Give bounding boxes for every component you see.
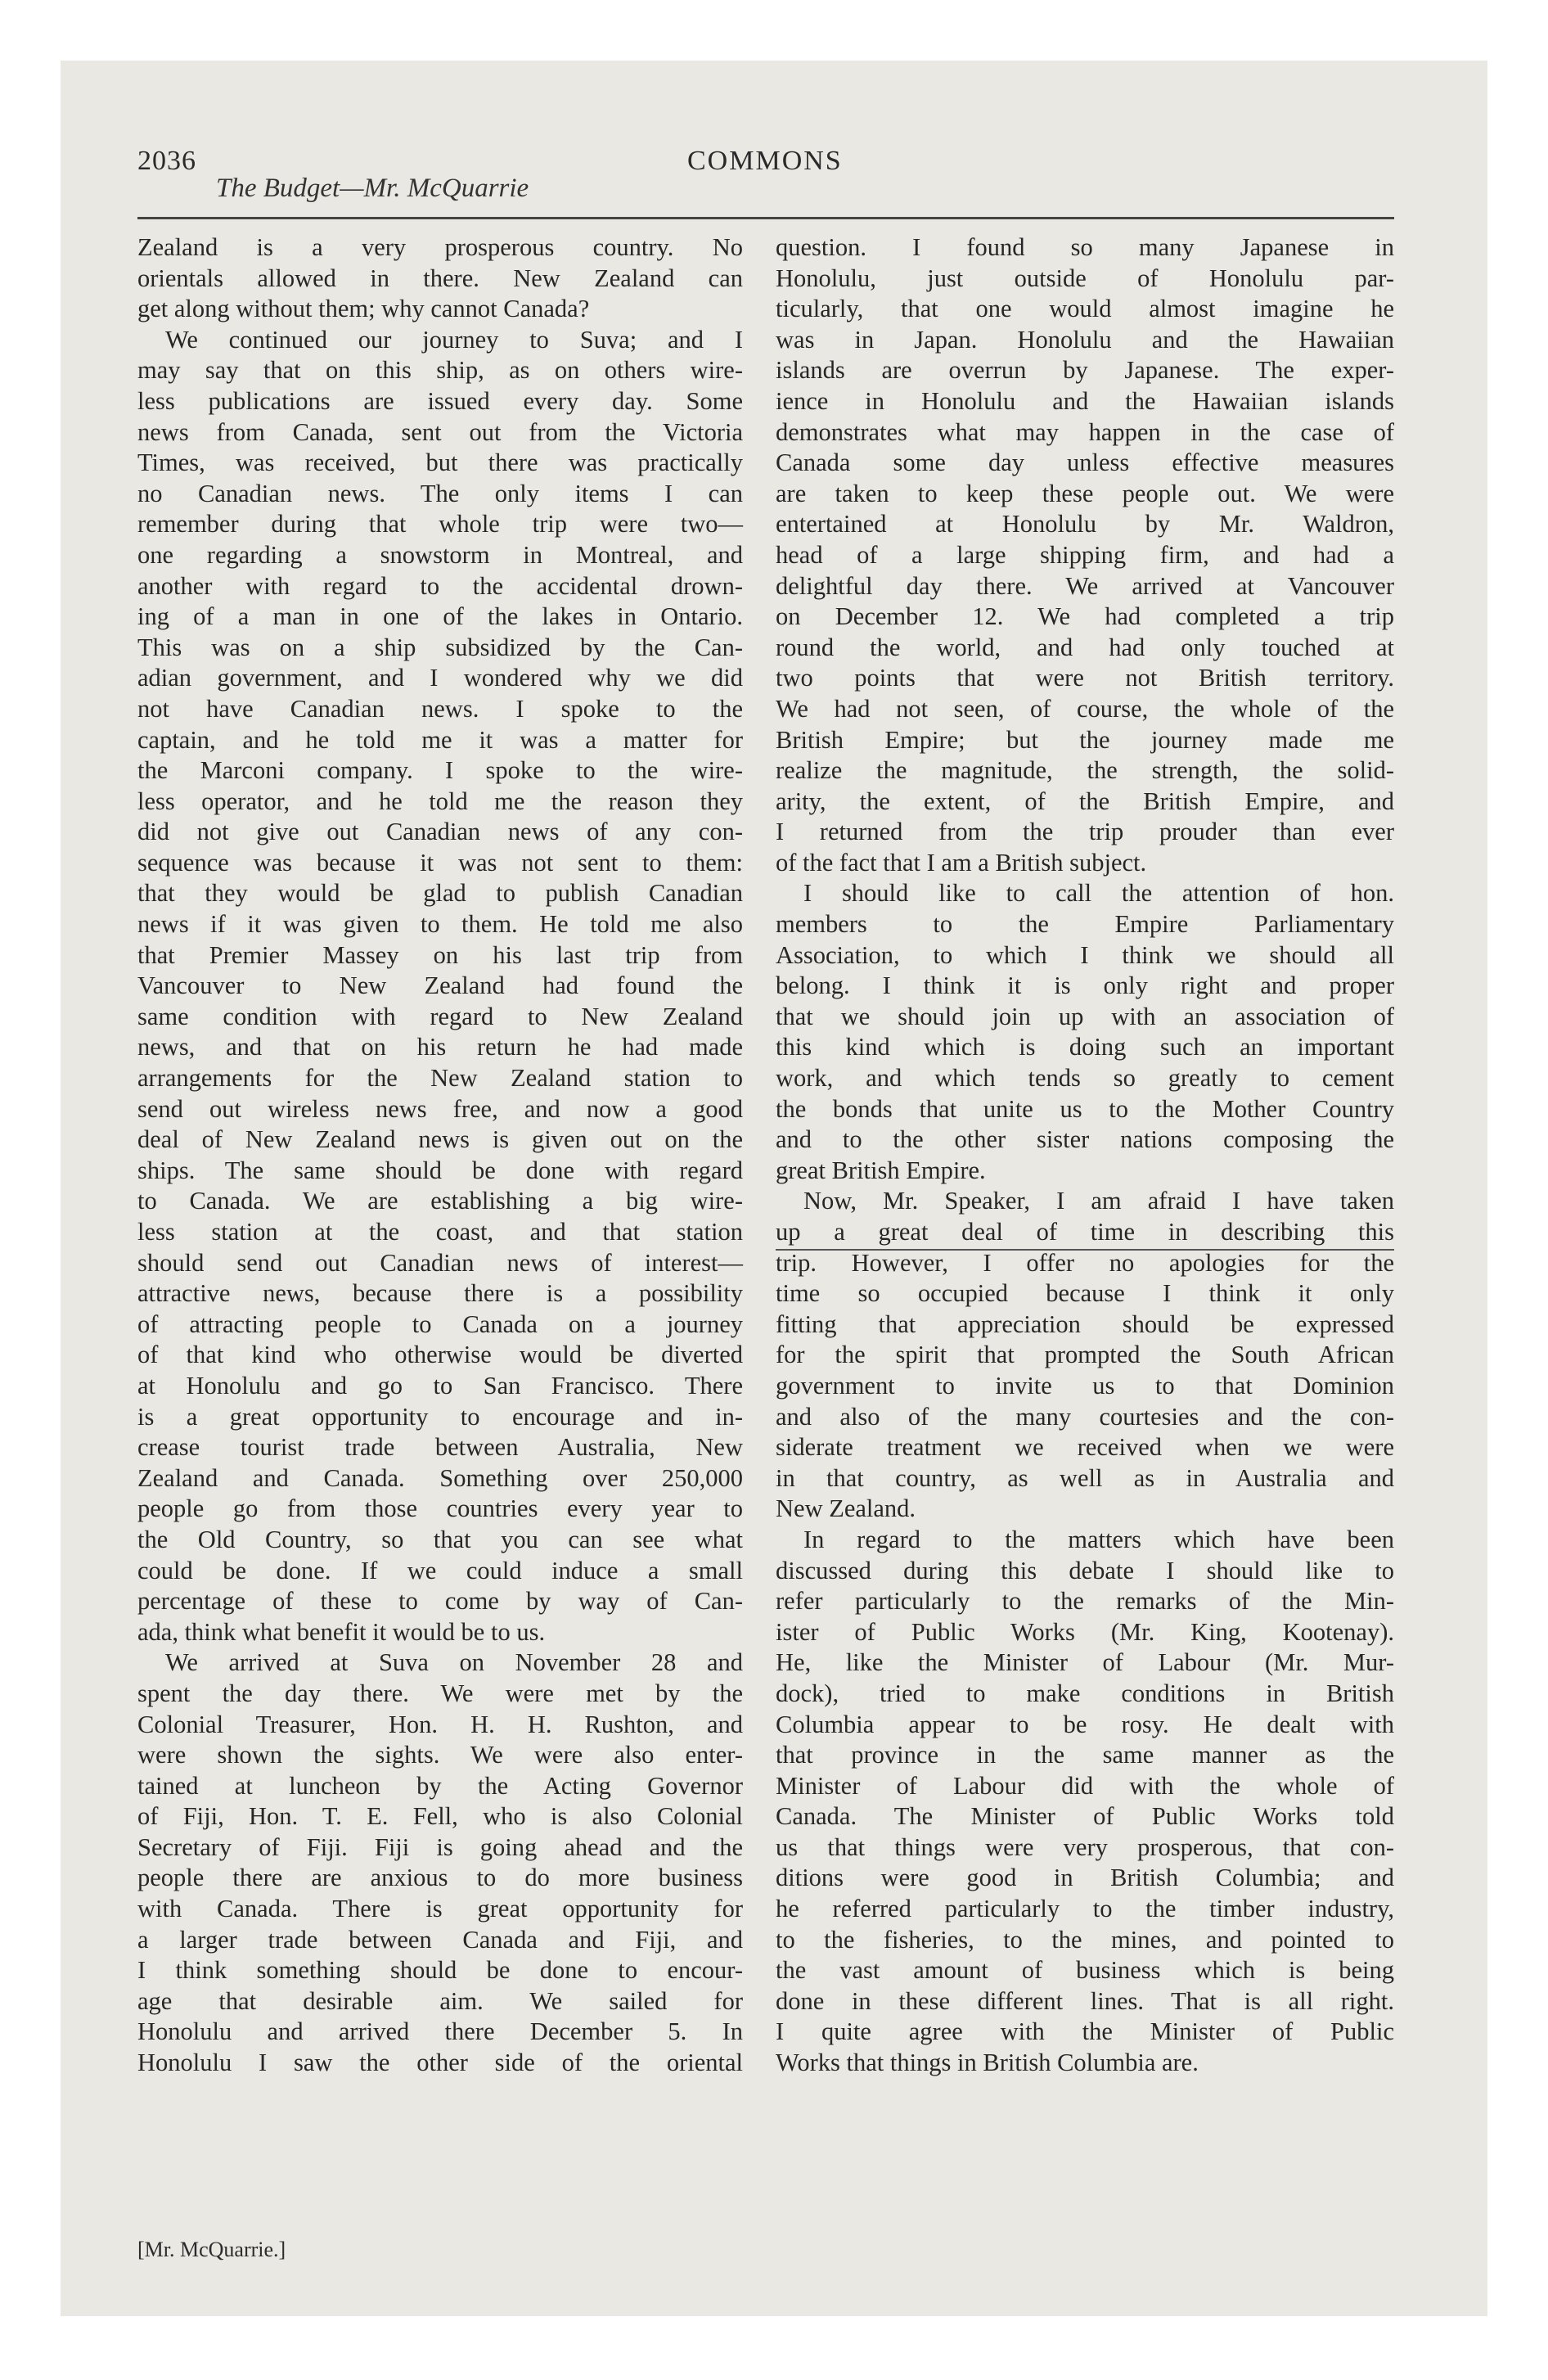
text-line: no Canadian news. The only items I can: [137, 479, 743, 507]
text-line: Canada some day unless effective measures: [776, 449, 1394, 477]
text-line: sequence was because it was not sent to them:: [137, 848, 743, 877]
text-line: New Zealand.: [776, 1494, 916, 1523]
text-line: In regard to the matters which have been: [803, 1525, 1394, 1553]
text-line: siderate treatment we received when we were: [776, 1433, 1394, 1462]
text-line: islands are overrun by Japanese. The exper-: [776, 356, 1394, 385]
text-line: Association, to which I think we should all: [776, 940, 1394, 969]
text-line: Honolulu and arrived there December 5. In: [137, 2017, 743, 2046]
text-line: remember during that whole trip were two—: [137, 510, 743, 539]
text-line: ister of Public Works (Mr. King, Kootenay).: [776, 1617, 1394, 1646]
text-line: and to the other sister nations composing the: [776, 1125, 1394, 1154]
text-line: arrangements for the New Zealand station to: [137, 1064, 743, 1093]
text-line: of that kind who otherwise would be diverted: [137, 1341, 743, 1369]
text-line: Times, was received, but there was practically: [137, 449, 743, 477]
page-number: 2036: [137, 146, 196, 176]
text-line: of attracting people to Canada on a journey: [137, 1309, 743, 1338]
text-line: for the spirit that prompted the South African: [776, 1341, 1394, 1369]
text-line: up a great deal of time in describing this: [776, 1218, 1394, 1246]
text-line: are taken to keep these people out. We were: [776, 479, 1394, 507]
text-line: of Fiji, Hon. T. E. Fell, who is also Colonial: [137, 1802, 743, 1831]
text-line: ships. The same should be done with regard: [137, 1156, 743, 1184]
text-line: people there are anxious to do more business: [137, 1864, 743, 1892]
text-line: belong. I think it is only right and proper: [776, 971, 1394, 1000]
text-line: tained at luncheon by the Acting Governor: [137, 1771, 743, 1800]
text-line: Zealand is a very prosperous country. No: [137, 233, 743, 261]
text-line: ditions were good in British Columbia; and: [776, 1864, 1394, 1892]
text-line: us that things were very prosperous, that con-: [776, 1832, 1394, 1861]
text-line: refer particularly to the remarks of the Min-: [776, 1587, 1394, 1616]
text-line: Vancouver to New Zealand had found the: [137, 971, 743, 1000]
text-line: arity, the extent, of the British Empire, and: [776, 787, 1394, 815]
text-line: send out wireless news free, and now a good: [137, 1094, 743, 1123]
text-column-right: [776, 232, 1394, 2079]
text-line: less operator, and he told me the reason they: [137, 787, 743, 815]
text-line: I quite agree with the Minister of Public: [776, 2017, 1394, 2046]
text-line: Columbia appear to be rosy. He dealt with: [776, 1710, 1394, 1738]
text-line: captain, and he told me it was a matter for: [137, 725, 743, 754]
text-line: this kind which is doing such an important: [776, 1033, 1394, 1062]
text-line: Zealand and Canada. Something over 250,000: [137, 1463, 743, 1492]
section-divider: [776, 1249, 1394, 1251]
text-line: on December 12. We had completed a trip: [776, 602, 1394, 631]
text-line: news, and that on his return he had made: [137, 1033, 743, 1062]
text-line: news from Canada, sent out from the Victoria: [137, 417, 743, 446]
text-line: We continued our journey to Suva; and I: [165, 325, 743, 354]
text-line: percentage of these to come by way of Can-: [137, 1587, 743, 1616]
text-line: work, and which tends so greatly to cement: [776, 1064, 1394, 1093]
text-line: at Honolulu and go to San Francisco. There: [137, 1371, 743, 1400]
text-line: round the world, and had only touched at: [776, 633, 1394, 661]
text-line: government to invite us to that Dominion: [776, 1371, 1394, 1400]
text-line: in that country, as well as in Australia and: [776, 1463, 1394, 1492]
text-line: delightful day there. We arrived at Vancouver: [776, 571, 1394, 600]
text-line: great British Empire.: [776, 1156, 986, 1184]
text-line: head of a large shipping firm, and had a: [776, 540, 1394, 569]
text-line: I returned from the trip prouder than ever: [776, 818, 1394, 846]
text-line: Honolulu I saw the other side of the oriental: [137, 2049, 743, 2077]
text-line: with Canada. There is great opportunity for: [137, 1895, 743, 1923]
text-line: Colonial Treasurer, Hon. H. H. Rushton, and: [137, 1710, 743, 1738]
text-line: British Empire; but the journey made me: [776, 725, 1394, 754]
text-line: question. I found so many Japanese in: [776, 233, 1394, 261]
text-line: We had not seen, of course, the whole of the: [776, 694, 1394, 723]
text-line: Secretary of Fiji. Fiji is going ahead and the: [137, 1832, 743, 1861]
text-line: Now, Mr. Speaker, I am afraid I have taken: [803, 1187, 1394, 1215]
text-line: that province in the same manner as the: [776, 1741, 1394, 1769]
text-line: trip. However, I offer no apologies for the: [776, 1248, 1394, 1277]
text-line: ience in Honolulu and the Hawaiian islands: [776, 386, 1394, 415]
text-line: and also of the many courtesies and the con-: [776, 1402, 1394, 1431]
text-line: not have Canadian news. I spoke to the: [137, 694, 743, 723]
text-line: the Old Country, so that you can see what: [137, 1525, 743, 1553]
text-line: that they would be glad to publish Canadian: [137, 879, 743, 908]
text-line: he referred particularly to the timber industry,: [776, 1895, 1394, 1923]
text-line: ada, think what benefit it would be to us.: [137, 1617, 546, 1646]
text-line: We arrived at Suva on November 28 and: [165, 1648, 743, 1677]
text-line: one regarding a snowstorm in Montreal, and: [137, 540, 743, 569]
header-rule: [137, 217, 1394, 219]
text-line: discussed during this debate I should like to: [776, 1556, 1394, 1584]
text-line: people go from those countries every year to: [137, 1494, 743, 1523]
text-line: Canada. The Minister of Public Works told: [776, 1802, 1394, 1831]
text-line: This was on a ship subsidized by the Can-: [137, 633, 743, 661]
text-line: Works that things in British Columbia are.: [776, 2049, 1199, 2077]
text-line: I should like to call the attention of hon.: [803, 879, 1394, 908]
text-line: to the fisheries, to the mines, and pointed to: [776, 1925, 1394, 1954]
text-line: the vast amount of business which is being: [776, 1956, 1394, 1985]
text-line: attractive news, because there is a possibility: [137, 1279, 743, 1308]
text-line: time so occupied because I think it only: [776, 1279, 1394, 1308]
text-line: dock), tried to make conditions in British: [776, 1679, 1394, 1707]
text-column-left: [137, 232, 743, 2079]
text-line: that Premier Massey on his last trip from: [137, 940, 743, 969]
text-line: age that desirable aim. We sailed for: [137, 1986, 743, 2015]
text-line: may say that on this ship, as on others wire-: [137, 356, 743, 385]
text-line: were shown the sights. We were also enter-: [137, 1741, 743, 1769]
text-line: a larger trade between Canada and Fiji, and: [137, 1925, 743, 1954]
text-line: to Canada. We are establishing a big wire-: [137, 1187, 743, 1215]
text-line: adian government, and I wondered why we did: [137, 664, 743, 692]
text-line: is a great opportunity to encourage and in-: [137, 1402, 743, 1431]
text-line: two points that were not British territory.: [776, 664, 1394, 692]
text-line: could be done. If we could induce a small: [137, 1556, 743, 1584]
text-line: another with regard to the accidental drown-: [137, 571, 743, 600]
text-line: same condition with regard to New Zealand: [137, 1002, 743, 1030]
text-line: fitting that appreciation should be expressed: [776, 1309, 1394, 1338]
text-line: less publications are issued every day. Some: [137, 386, 743, 415]
text-line: orientals allowed in there. New Zealand can: [137, 264, 743, 292]
text-line: the Marconi company. I spoke to the wire-: [137, 756, 743, 785]
running-head: COMMONS: [687, 146, 843, 176]
text-line: ticularly, that one would almost imagine he: [776, 295, 1394, 323]
text-line: I think something should be done to encour-: [137, 1956, 743, 1985]
text-line: the bonds that unite us to the Mother Country: [776, 1094, 1394, 1123]
text-line: demonstrates what may happen in the case of: [776, 417, 1394, 446]
text-line: realize the magnitude, the strength, the solid-: [776, 756, 1394, 785]
text-line: get along without them; why cannot Canada?: [137, 295, 590, 323]
text-line: crease tourist trade between Australia, New: [137, 1433, 743, 1462]
text-line: did not give out Canadian news of any con-: [137, 818, 743, 846]
text-line: ing of a man in one of the lakes in Ontario.: [137, 602, 743, 631]
running-subhead: The Budget—Mr. McQuarrie: [216, 174, 529, 203]
text-line: entertained at Honolulu by Mr. Waldron,: [776, 510, 1394, 539]
text-line: spent the day there. We were met by the: [137, 1679, 743, 1707]
text-line: Minister of Labour did with the whole of: [776, 1771, 1394, 1800]
text-line: Honolulu, just outside of Honolulu par-: [776, 264, 1394, 292]
text-line: He, like the Minister of Labour (Mr. Mur-: [776, 1648, 1394, 1677]
text-line: deal of New Zealand news is given out on the: [137, 1125, 743, 1154]
text-line: news if it was given to them. He told me also: [137, 910, 743, 939]
text-line: that we should join up with an association of: [776, 1002, 1394, 1030]
text-line: of the fact that I am a British subject.: [776, 848, 1147, 877]
text-line: less station at the coast, and that station: [137, 1218, 743, 1246]
text-line: done in these different lines. That is all right.: [776, 1986, 1394, 2015]
text-line: members to the Empire Parliamentary: [776, 910, 1394, 939]
text-line: should send out Canadian news of interest—: [137, 1248, 743, 1277]
speaker-attribution: [Mr. McQuarrie.]: [137, 2238, 286, 2261]
text-line: was in Japan. Honolulu and the Hawaiian: [776, 325, 1394, 354]
